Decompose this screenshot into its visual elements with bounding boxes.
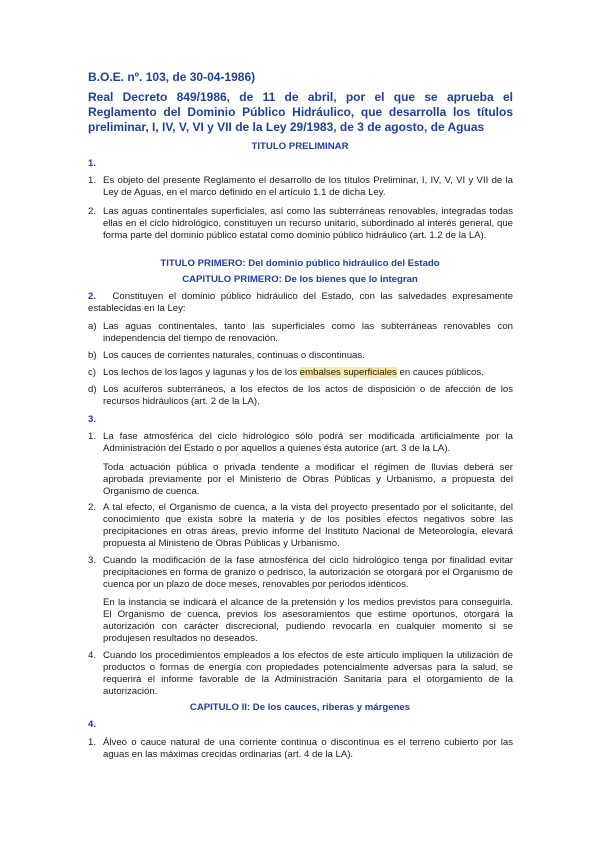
article-3-number: 3. bbox=[88, 414, 97, 425]
item-label: 2. bbox=[88, 206, 97, 217]
item-text bbox=[103, 367, 513, 379]
text-before: Los lechos de los lagos y lagunas y los de los bbox=[103, 367, 300, 378]
text-after: en cauces públicos. bbox=[396, 367, 484, 378]
decree-title: Real Decreto 849/1986, de 11 de abril, por el que se aprueba el Reglamento del Dominio Público Hidráulico, que desarrolla los títulos preliminar, I, IV, V, VI y VII de la Ley 29/1983, de 3 de agosto, de Aguas bbox=[88, 90, 513, 134]
item-label: a) bbox=[88, 321, 97, 332]
art2-intro bbox=[88, 291, 513, 315]
item-text: Las aguas continentales superficiales, así como las subterráneas renovables, integradas todas ellas en el ciclo hidrológico, constituyen un recurso unitario, subordinado al interés general, que forma parte del dominio público estatal como dominio público hidráulico (art. 1.2 de la LA). bbox=[103, 206, 513, 241]
titulo-primero-heading: TITULO PRIMERO: Del dominio público hidráulico del Estado bbox=[160, 258, 440, 269]
item-text: Álveo o cauce natural de una corriente continua o discontinua es el terreno cubierto por las aguas en las máximas crecidas ordinarias (art. 4 de la LA). bbox=[103, 737, 513, 760]
item-text: Los acuíferos subterráneos, a los efectos de los actos de disposición o de afección de los recursos hidráulicos (art. 2 de la LA). bbox=[103, 384, 513, 407]
item-label: 1. bbox=[88, 431, 97, 442]
article-2-number: 2. bbox=[88, 291, 97, 302]
item-label: 4. bbox=[88, 650, 97, 661]
titulo-preliminar-heading: TITULO PRELIMINAR bbox=[251, 141, 349, 152]
item-label: c) bbox=[88, 367, 96, 378]
capitulo-primero-heading: CAPITULO PRIMERO: De los bienes que lo integran bbox=[182, 274, 418, 285]
item-label: b) bbox=[88, 350, 97, 361]
item-label: 1. bbox=[88, 175, 97, 186]
art3-item-3-extra: En la instancia se indicará el alcance de la pretensión y los medios previstos para conseguirla. El Organismo de cuenca, previos los asesoramientos que estime oportunos, otorgará la autorización con carácter discrecional, pudiendo revocarla en cualquier momento si se produjesen resultados no deseados. bbox=[103, 597, 513, 644]
art3-item-1-extra: Toda actuación pública o privada tendente a modificar el régimen de lluvias deberá ser aprobada previamente por el Ministerio de Obras Públicas y Urbanismo, a propuesta del Organismo de cuenca. bbox=[103, 462, 513, 497]
capitulo-ii-heading: CAPITULO II: De los cauces, riberas y márgenes bbox=[189, 702, 411, 713]
article-1-number: 1. bbox=[88, 158, 97, 169]
item-text: La fase atmosférica del ciclo hidrológico sólo podrá ser modificada artificialmente por la Administración del Estado o por aquellos a quienes ésta autorice (art. 3 de la LA). bbox=[103, 431, 513, 454]
article-4-number: 4. bbox=[88, 719, 97, 730]
item-text: Cuando la modificación de la fase atmosférica del ciclo hidrológico tenga por finalidad evitar precipitaciones en forma de granizo o pedrisco, la autorización se otorgará por el Organismo de cuenca por un plazo de doce meses, renovables por periodos idénticos. bbox=[103, 555, 513, 590]
item-text: Las aguas continentales, tanto las superficiales como las subterráneas renovables con independencia del tiempo de renovación. bbox=[103, 321, 513, 344]
art2-intro-text: Constituyen el dominio público hidráulico del Estado, con las salvedades expresamente establecidas en la Ley: bbox=[88, 291, 514, 314]
item-text: Cuando los procedimientos empleados a los efectos de este artículo impliquen la utilización de productos o formas de energía con propiedades potencialmente adversas para la salud, se requerirá el informe favorable de la Administración Sanitaria para el otorgamiento de la autorización. bbox=[103, 650, 513, 697]
boe-reference: B.O.E. nº. 103, de 30-04-1986) bbox=[88, 70, 256, 84]
item-label: 3. bbox=[88, 555, 97, 566]
item-text: A tal efecto, el Organismo de cuenca, a la vista del proyecto presentado por el solicitante, del conocimiento que exista sobre la materia y de los posibles efectos negativos sobre las precipitaciones en otras áreas, previo informe del Instituto Nacional de Meteorología, elevará propuesta al Ministerio de Obras Públicas y Urbanismo. bbox=[103, 502, 513, 549]
item-label: 1. bbox=[88, 737, 97, 748]
item-text: Los cauces de corrientes naturales, continuas o discontinuas. bbox=[103, 350, 365, 361]
highlighted-text: embalses superficiales bbox=[299, 367, 397, 378]
item-label: 2. bbox=[88, 502, 97, 513]
item-label: d) bbox=[88, 384, 97, 395]
item-text: Es objeto del presente Reglamento el desarrollo de los títulos Preliminar, I, IV, V, VI y VII de la Ley de Aguas, en el marco definido en el artículo 1.1 de dicha Ley. bbox=[103, 175, 513, 198]
